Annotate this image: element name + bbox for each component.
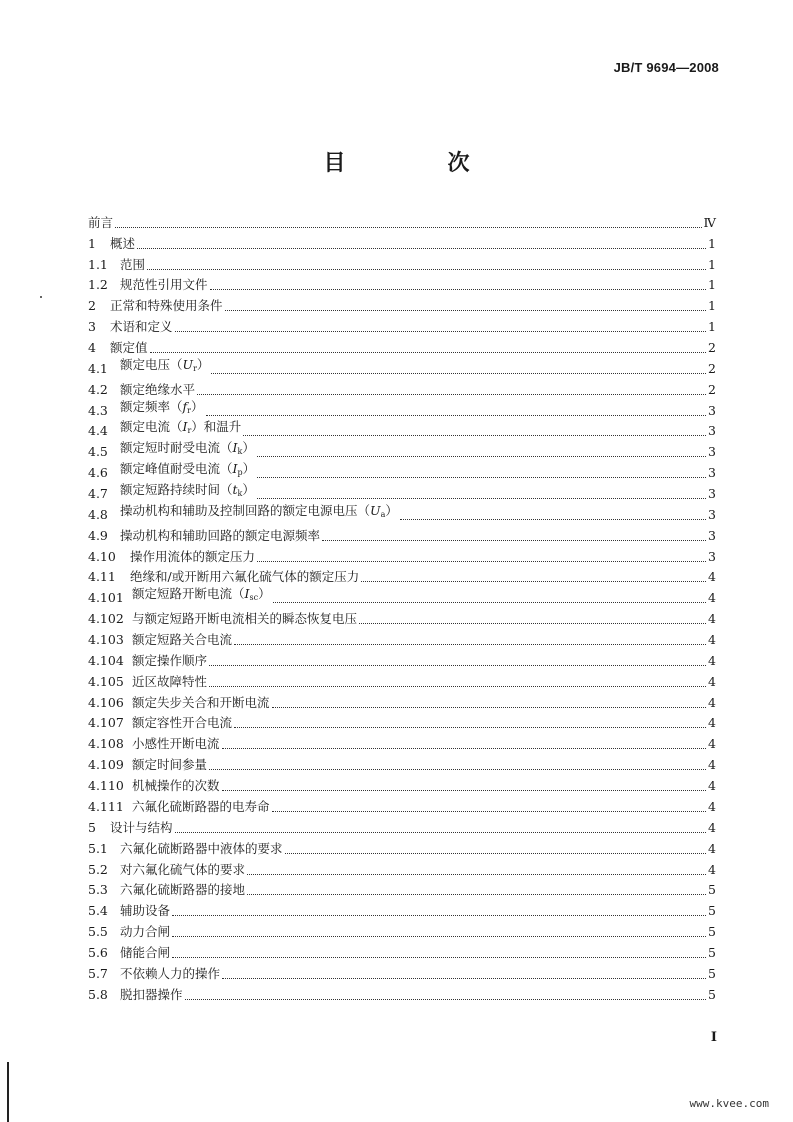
toc-entry[interactable] — [88, 356, 716, 377]
toc-entry-text: 正常和特殊使用条件 — [110, 298, 223, 314]
dot-leader — [197, 394, 706, 395]
dot-leader — [209, 665, 706, 666]
toc-entry-text: 额定短时耐受电流（ — [120, 440, 233, 456]
toc-entry-title — [112, 419, 241, 439]
toc-entry-number: 4.101 — [88, 590, 124, 606]
dot-leader — [147, 269, 706, 270]
toc-entry-title — [124, 736, 220, 752]
toc-entry[interactable] — [88, 606, 716, 627]
toc-entry-title — [122, 569, 359, 585]
toc-entry-text: 脱扣器操作 — [120, 986, 183, 1002]
standard-code: JB/T 9694—2008 — [613, 60, 719, 75]
toc-entry-number: 5 — [88, 819, 96, 835]
toc-entry[interactable] — [88, 982, 716, 1003]
watermark: www.kvee.com — [689, 1097, 769, 1110]
toc-entry-page: 5 — [708, 986, 716, 1002]
toc-entry-title — [124, 695, 270, 711]
toc-entry[interactable] — [88, 210, 716, 231]
toc-entry-title — [124, 653, 207, 669]
toc-entry[interactable] — [88, 961, 716, 982]
toc-entry-number: 5.8 — [88, 986, 108, 1002]
toc-entry-number: 4.1 — [88, 360, 108, 376]
toc-entry-title — [112, 382, 195, 398]
dot-leader — [273, 602, 706, 603]
dot-leader — [243, 435, 706, 436]
toc-entry-symbol-subscript: k — [237, 489, 243, 499]
toc-entry-number: 4 — [88, 340, 96, 356]
toc-entry-number: 4.6 — [88, 465, 108, 481]
toc-entry-number: 4.111 — [88, 798, 124, 814]
toc-entry[interactable] — [88, 711, 716, 732]
toc-entry-title — [112, 924, 170, 940]
toc-entry-text: 对六氟化硫气体的要求 — [120, 861, 246, 877]
toc-entry-text: 绝缘和/或开断用六氟化硫气体的额定压力 — [130, 569, 360, 585]
toc-entry-page: 4 — [708, 611, 716, 627]
toc-entry-number: 4.107 — [88, 715, 124, 731]
toc-entry[interactable] — [88, 252, 716, 273]
dot-leader — [209, 769, 706, 770]
toc-entry-text: 操动机构和辅助及控制回路的额定电源电压（ — [120, 502, 371, 518]
toc-entry-title — [112, 440, 255, 460]
toc-entry-text: 额定绝缘水平 — [120, 381, 196, 397]
toc-entry[interactable] — [88, 731, 716, 752]
toc-entry-page: 4 — [708, 632, 716, 648]
toc-entry-title — [112, 841, 283, 857]
toc-entry-title — [124, 799, 270, 815]
dot-leader — [175, 331, 707, 332]
dot-leader — [222, 790, 707, 791]
toc-entry-symbol-subscript: r — [193, 363, 197, 373]
page-title: 目 次 — [323, 150, 510, 176]
toc-entry-symbol: I — [244, 586, 250, 602]
toc-entry-text: 不依赖人力的操作 — [120, 965, 221, 981]
toc-entry-number: 4.109 — [88, 757, 124, 773]
toc-entry-title — [124, 586, 271, 606]
dot-leader — [222, 748, 707, 749]
dot-leader — [400, 519, 706, 520]
toc-entry-page: 3 — [708, 548, 716, 564]
toc-entry-text: 概述 — [110, 235, 136, 251]
toc-entry-symbol-subscript: r — [187, 405, 191, 415]
toc-entry-number: 4.9 — [88, 527, 108, 543]
toc-entry-page: 3 — [708, 423, 716, 439]
toc-entry-text: 操作用流体的额定压力 — [130, 548, 256, 564]
toc-entry-title — [124, 611, 357, 627]
toc-entry-page: 3 — [708, 465, 716, 481]
toc-entry-text-tail: ） — [242, 461, 256, 477]
toc-entry-number: 5.1 — [88, 840, 108, 856]
toc-entry-page: 4 — [708, 861, 716, 877]
toc-entry-page: Ⅳ — [703, 214, 716, 230]
toc-entry-number: 4.7 — [88, 486, 108, 502]
toc-entry-number: 4.105 — [88, 673, 124, 689]
toc-entry-page: 4 — [708, 798, 716, 814]
dot-leader — [172, 915, 706, 916]
toc-entry-title — [102, 298, 223, 314]
toc-entry-number: 5.5 — [88, 924, 108, 940]
page-number: I — [710, 1030, 717, 1045]
toc-entry-text: 额定短路关合电流 — [132, 632, 233, 648]
toc-entry-text: 设计与结构 — [110, 819, 173, 835]
toc-entry[interactable] — [88, 460, 716, 481]
toc-entry-number: 4.104 — [88, 652, 124, 668]
dot-leader — [272, 707, 707, 708]
toc-entry-text-tail: ）和温升 — [191, 419, 242, 435]
toc-entry[interactable] — [88, 481, 716, 502]
toc-entry-page: 2 — [708, 360, 716, 376]
toc-entry-page: 3 — [708, 402, 716, 418]
toc-entry[interactable] — [88, 231, 716, 252]
toc-entry-symbol: I — [182, 419, 188, 435]
toc-entry-number: 4.108 — [88, 736, 124, 752]
toc-entry-text-tail: ） — [196, 356, 210, 372]
toc-entry-text-tail: ） — [242, 482, 255, 498]
toc-entry-page: 4 — [708, 840, 716, 856]
dot-leader — [206, 415, 707, 416]
toc-entry-page: 4 — [708, 778, 716, 794]
toc-entry-number: 1.2 — [88, 277, 108, 293]
toc-entry-page: 4 — [708, 652, 716, 668]
toc-entry-text: 辅助设备 — [120, 903, 171, 919]
toc-entry-title — [112, 503, 398, 523]
toc-entry-text: 近区故障特性 — [132, 673, 208, 689]
toc-entry-page: 3 — [708, 527, 716, 543]
toc-entry-text: 与额定短路开断电流相关的瞬态恢复电压 — [132, 611, 358, 627]
toc-entry-title — [112, 482, 255, 502]
toc-entry-text: 额定峰值耐受电流（ — [120, 461, 233, 477]
toc-entry[interactable] — [88, 377, 716, 398]
dot-leader — [150, 352, 707, 353]
toc-entry-page: 4 — [708, 819, 716, 835]
dot-leader — [272, 811, 707, 812]
toc-entry-page: 1 — [708, 277, 716, 293]
dot-leader — [257, 477, 706, 478]
toc-entry-number: 4.5 — [88, 444, 108, 460]
toc-entry-page: 2 — [708, 340, 716, 356]
toc-entry-title — [102, 340, 148, 356]
toc-entry-title — [102, 319, 173, 335]
toc-entry[interactable] — [88, 773, 716, 794]
toc-entry-symbol-subscript: a — [380, 509, 386, 519]
toc-entry-page: 1 — [708, 256, 716, 272]
toc-entry-number: 4.106 — [88, 694, 124, 710]
dot-leader — [115, 227, 701, 228]
toc-entry-text: 动力合闸 — [120, 924, 171, 940]
dot-leader — [234, 644, 706, 645]
dot-leader — [257, 561, 706, 562]
toc-entry-number: 5.4 — [88, 903, 108, 919]
toc-entry[interactable] — [88, 627, 716, 648]
toc-entry-symbol-subscript: r — [187, 426, 192, 436]
toc-entry[interactable] — [88, 794, 716, 815]
toc-entry-page: 4 — [708, 736, 716, 752]
toc-entry-page: 4 — [708, 569, 716, 585]
toc-entry[interactable] — [88, 419, 716, 440]
toc-entry-title — [112, 277, 208, 293]
margin-mark — [7, 1062, 9, 1122]
toc-entry-title — [112, 903, 170, 919]
dot-leader — [257, 456, 706, 457]
toc-entry-symbol: U — [370, 502, 381, 518]
toc-entry-title — [112, 528, 320, 544]
toc-entry-number: 3 — [88, 319, 96, 335]
toc-entry[interactable] — [88, 544, 716, 565]
toc-entry-title — [112, 987, 183, 1003]
toc-entry[interactable] — [88, 815, 716, 836]
toc-entry-title — [124, 778, 220, 794]
toc-entry-text: 规范性引用文件 — [120, 277, 208, 293]
toc-entry-symbol-subscript: p — [237, 468, 243, 478]
toc-entry-text-tail: ） — [190, 398, 204, 414]
toc-entry-symbol: t — [232, 482, 238, 498]
toc-entry-text: 额定短路开断电流（ — [132, 586, 245, 602]
toc-entry-text-tail: ） — [385, 502, 398, 518]
toc-entry-text: 额定容性开合电流 — [132, 715, 233, 731]
toc-entry-number: 前言 — [88, 214, 114, 230]
toc-entry-number: 5.3 — [88, 882, 108, 898]
dot-leader — [209, 686, 706, 687]
dot-leader — [361, 581, 706, 582]
toc-entry[interactable] — [88, 585, 716, 606]
toc-entry-number: 5.7 — [88, 965, 108, 981]
toc-entry-page: 4 — [708, 673, 716, 689]
toc-entry-page: 4 — [708, 715, 716, 731]
toc-entry-text: 机械操作的次数 — [132, 778, 220, 794]
toc-entry-page: 5 — [708, 924, 716, 940]
toc-entry-text: 六氟化硫断路器的接地 — [120, 882, 246, 898]
dot-leader — [211, 373, 706, 374]
scan-speck — [40, 296, 42, 298]
toc-entry-number: 1.1 — [88, 256, 108, 272]
dot-leader — [185, 999, 707, 1000]
toc-entry-text: 小感性开断电流 — [132, 736, 220, 752]
toc-entry-page: 2 — [708, 381, 716, 397]
dot-leader — [322, 540, 706, 541]
dot-leader — [210, 289, 707, 290]
dot-leader — [225, 310, 707, 311]
toc-entry-text: 额定值 — [110, 340, 148, 356]
toc-entry-text: 操动机构和辅助回路的额定电源频率 — [120, 527, 321, 543]
toc-entry-text: 额定频率（ — [120, 398, 183, 414]
dot-leader — [247, 874, 706, 875]
toc-entry-text: 术语和定义 — [110, 319, 173, 335]
dot-leader — [285, 853, 707, 854]
toc-entry-number: 4.8 — [88, 506, 108, 522]
toc-entry-title — [124, 674, 207, 690]
toc-entry[interactable] — [88, 669, 716, 690]
toc-entry-page: 4 — [708, 694, 716, 710]
toc-entry-title — [102, 820, 173, 836]
toc-entry-page: 5 — [708, 944, 716, 960]
toc-entry-text-tail: ） — [242, 440, 255, 456]
toc-entry-title — [112, 966, 220, 982]
toc-entry-title — [112, 882, 245, 898]
toc-entry-page: 5 — [708, 882, 716, 898]
table-of-contents — [88, 210, 716, 1003]
toc-entry[interactable] — [88, 648, 716, 669]
toc-entry-text: 储能合闸 — [120, 944, 171, 960]
toc-entry-text: 范围 — [120, 256, 146, 272]
toc-entry[interactable] — [88, 293, 716, 314]
toc-entry-number: 4.103 — [88, 632, 124, 648]
toc-entry[interactable] — [88, 439, 716, 460]
toc-entry[interactable] — [88, 314, 716, 335]
toc-entry-text: 额定时间参量 — [132, 757, 208, 773]
toc-entry-symbol: U — [182, 356, 194, 372]
toc-entry-title — [112, 945, 170, 961]
toc-entry-title — [112, 399, 204, 419]
dot-leader — [359, 623, 706, 624]
toc-entry-page: 5 — [708, 903, 716, 919]
toc-entry-number: 4.2 — [88, 381, 108, 397]
toc-entry-title — [122, 549, 255, 565]
toc-entry-text: 六氟化硫断路器的电寿命 — [132, 798, 270, 814]
toc-entry-symbol: I — [232, 461, 238, 477]
dot-leader — [234, 727, 706, 728]
toc-entry-title — [112, 862, 245, 878]
toc-entry-symbol-subscript: sc — [249, 593, 259, 603]
toc-entry-title — [124, 632, 232, 648]
toc-entry[interactable] — [88, 565, 716, 586]
toc-entry-title — [102, 236, 135, 252]
dot-leader — [172, 936, 706, 937]
toc-entry[interactable] — [88, 752, 716, 773]
toc-entry-text: 额定电流（ — [120, 419, 183, 435]
toc-entry-number: 2 — [88, 298, 96, 314]
toc-entry-text-tail: ） — [258, 586, 271, 602]
toc-entry[interactable] — [88, 878, 716, 899]
toc-entry-page: 3 — [708, 506, 716, 522]
toc-entry-number: 1 — [88, 235, 96, 251]
toc-entry[interactable] — [88, 523, 716, 544]
toc-entry[interactable] — [88, 940, 716, 961]
dot-leader — [137, 248, 706, 249]
toc-entry-title — [112, 461, 255, 481]
toc-entry-page: 4 — [708, 757, 716, 773]
toc-entry-text: 额定操作顺序 — [132, 652, 208, 668]
toc-entry-page: 3 — [708, 486, 716, 502]
dot-leader — [172, 957, 706, 958]
toc-entry-page: 5 — [708, 965, 716, 981]
toc-entry-number: 4.3 — [88, 402, 108, 418]
toc-entry-page: 3 — [708, 444, 716, 460]
toc-entry-number: 5.2 — [88, 861, 108, 877]
toc-entry[interactable] — [88, 836, 716, 857]
toc-entry[interactable] — [88, 857, 716, 878]
toc-entry[interactable] — [88, 335, 716, 356]
toc-entry-symbol: f — [182, 398, 188, 414]
toc-entry-number: 4.4 — [88, 423, 108, 439]
dot-leader — [175, 832, 707, 833]
toc-entry-number: 4.102 — [88, 611, 124, 627]
toc-entry-text: 六氟化硫断路器中液体的要求 — [120, 840, 283, 856]
toc-entry-title — [112, 357, 209, 377]
toc-entry-symbol-subscript: k — [237, 447, 243, 457]
dot-leader — [222, 978, 706, 979]
toc-entry[interactable] — [88, 273, 716, 294]
dot-leader — [247, 894, 706, 895]
toc-entry-number: 4.11 — [88, 569, 116, 585]
toc-entry[interactable] — [88, 690, 716, 711]
toc-entry-number: 4.110 — [88, 778, 124, 794]
toc-entry-page: 1 — [708, 235, 716, 251]
toc-entry-title — [124, 715, 232, 731]
toc-entry-symbol: I — [232, 440, 238, 456]
toc-entry-number: 5.6 — [88, 944, 108, 960]
toc-entry-title — [112, 257, 145, 273]
toc-entry-number: 4.10 — [88, 548, 116, 564]
toc-entry[interactable] — [88, 398, 716, 419]
toc-entry-title — [124, 757, 207, 773]
toc-entry-page: 4 — [708, 590, 716, 606]
toc-entry-text: 额定电压（ — [120, 356, 183, 372]
toc-entry-page: 1 — [708, 298, 716, 314]
toc-entry[interactable] — [88, 898, 716, 919]
toc-entry[interactable] — [88, 502, 716, 523]
dot-leader — [257, 498, 706, 499]
toc-entry[interactable] — [88, 919, 716, 940]
toc-entry-text: 额定失步关合和开断电流 — [132, 694, 270, 710]
toc-entry-text: 额定短路持续时间（ — [120, 482, 233, 498]
toc-entry-page: 1 — [708, 319, 716, 335]
